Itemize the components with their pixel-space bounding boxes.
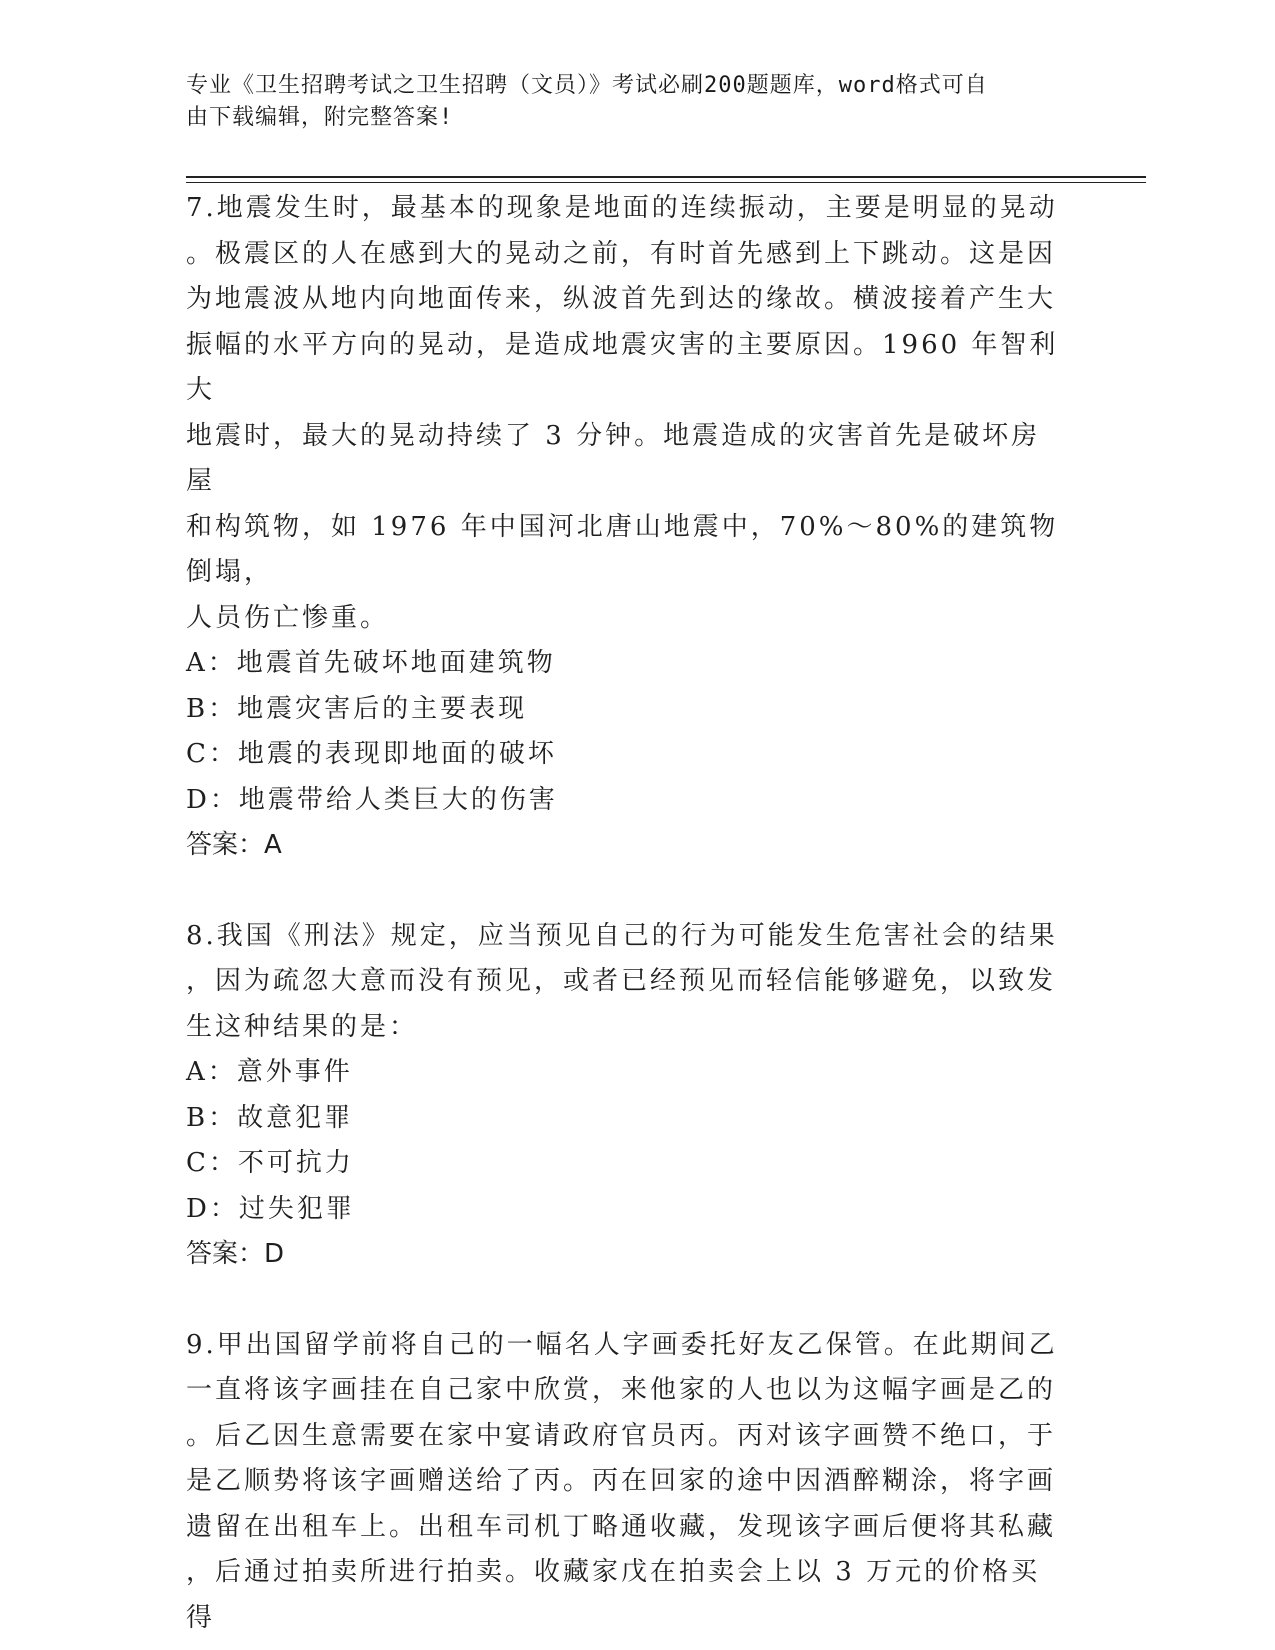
question-stem <box>186 1323 1066 1642</box>
header-line-2: 由下载编辑，附完整答案! <box>186 105 454 130</box>
stem-line: 。极震区的人在感到大的晃动之前，有时首先感到上下跳动。这是因 <box>186 238 1057 269</box>
stem-line: 遗留在出租车上。出租车司机丁略通收藏，发现该字画后便将其私藏 <box>186 1511 1057 1542</box>
option-a: A：地震首先破坏地面建筑物 <box>186 648 556 678</box>
question-list <box>186 186 1066 1641</box>
option-d: D：地震带给人类巨大的伤害 <box>186 784 558 815</box>
stem-line: ，因为疏忽大意而没有预见，或者已经预见而轻信能够避免，以致发 <box>186 966 1057 996</box>
header-rule-thin <box>186 182 1146 183</box>
header-rule-thick <box>186 176 1146 178</box>
question-stem <box>186 914 1066 1051</box>
stem-line: 是乙顺势将该字画赠送给了丙。丙在回家的途中因酒醉糊涂，将字画 <box>186 1466 1057 1496</box>
stem-line: 人员伤亡惨重。 <box>186 602 390 633</box>
stem-line: ，后通过拍卖所进行拍卖。收藏家戊在拍卖会上以 3 万元的价格买得 <box>186 1557 1041 1633</box>
question-9 <box>186 1323 1066 1642</box>
question-8 <box>186 914 1066 1278</box>
stem-line: 一直将该字画挂在自己家中欣赏，来他家的人也以为这幅字画是乙的 <box>186 1375 1057 1405</box>
stem-line: 8.我国《刑法》规定，应当预见自己的行为可能发生危害社会的结果 <box>186 920 1058 951</box>
question-spacer <box>186 1278 1066 1323</box>
option-d: D：过失犯罪 <box>186 1193 355 1224</box>
stem-line: 为地震波从地内向地面传来，纵波首先到达的缘故。横波接着产生大 <box>186 284 1057 314</box>
stem-line: 地震时，最大的晃动持续了 3 分钟。地震造成的灾害首先是破坏房屋 <box>186 420 1041 496</box>
stem-line: 9.甲出国留学前将自己的一幅名人字画委托好友乙保管。在此期间乙 <box>186 1329 1058 1360</box>
option-b: B：故意犯罪 <box>186 1102 354 1133</box>
stem-line: 和构筑物，如 1976 年中国河北唐山地震中，70%～80%的建筑物倒塌， <box>186 511 1059 587</box>
option-b: B：地震灾害后的主要表现 <box>186 693 528 724</box>
document-header <box>186 70 1066 134</box>
stem-line: 生这种结果的是： <box>186 1011 419 1042</box>
answer-line: 答案：A <box>186 830 282 860</box>
option-c: C：地震的表现即地面的破坏 <box>186 739 557 769</box>
stem-line: 振幅的水平方向的晃动，是造成地震灾害的主要原因。1960 年智利大 <box>186 329 1059 405</box>
stem-line: 。后乙因生意需要在家中宴请政府官员丙。丙对该字画赞不绝口，于 <box>186 1420 1057 1451</box>
option-c: C：不可抗力 <box>186 1148 354 1178</box>
answer-line: 答案：D <box>186 1239 285 1269</box>
option-a: A：意外事件 <box>186 1057 353 1087</box>
question-7 <box>186 186 1066 869</box>
stem-line: 7.地震发生时，最基本的现象是地面的连续振动，主要是明显的晃动 <box>186 193 1058 223</box>
header-line-1: 专业《卫生招聘考试之卫生招聘（文员）》考试必刷200题题库，word格式可自 <box>186 73 988 98</box>
question-spacer <box>186 869 1066 914</box>
question-stem <box>186 186 1066 641</box>
